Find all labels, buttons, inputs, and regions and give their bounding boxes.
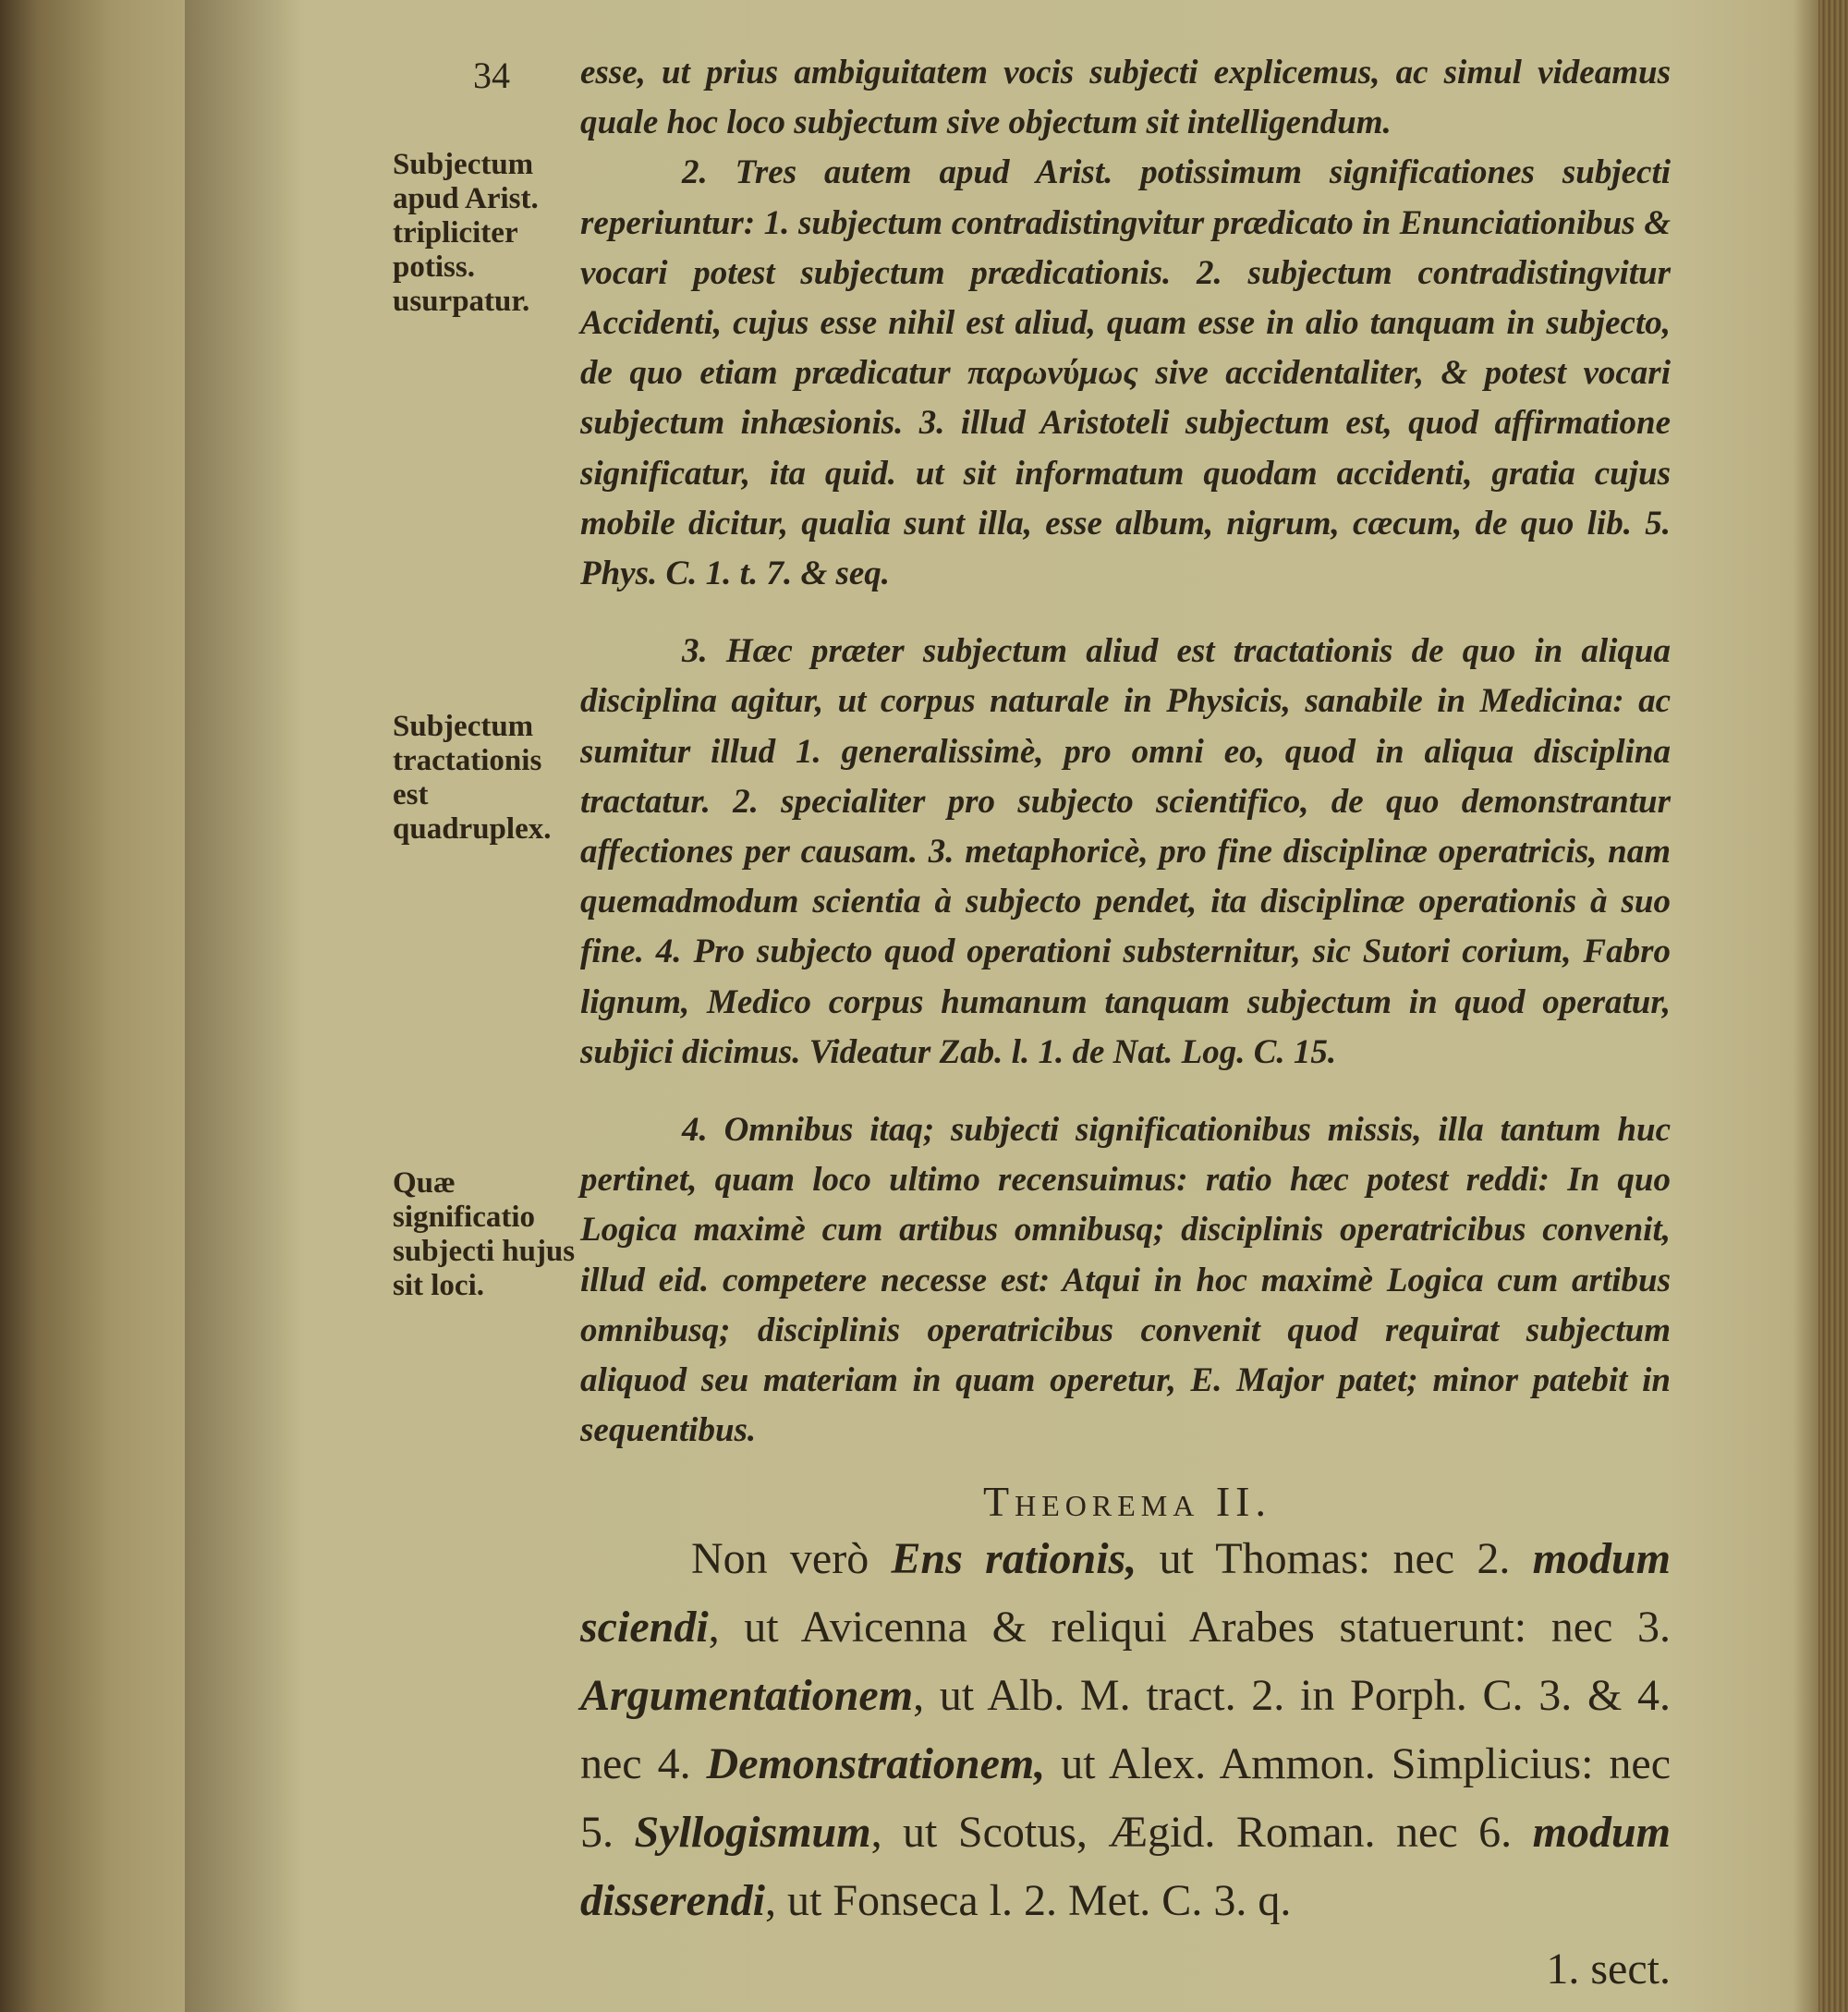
margin-note: Subjectum tractationis est quadruplex. xyxy=(393,710,552,846)
theorem-italic: modum sciendi xyxy=(580,1534,1672,1652)
paragraph: 3. Hæc præter subjectum aliud est tractationis de quo in aliqua disciplina agitur, ut corpus naturale in Physicis, sanabile in Medicina: ac sumitur illud 1. generalissimè, pro omni eo, quod in aliqua disciplina tractatur. 2. specialiter pro subjecto scientifico, de quo demonstrantur affectiones per causam. 3. metaphoricè, pro fine disciplinæ operatricis, nam quemadmodum scientia à subjecto pendet, ita disciplinæ operationis à suo fine. 4. Pro subjecto quod operationi substernitur, sic Sutori corium, Fabro lignum, Medico corpus humanum tanquam subjectum in quod operatur, subjici dicimus. Videatur Zab. l. 1. de Nat. Log. C. 15. xyxy=(580,632,1671,1071)
theorem-heading: Theorema II. xyxy=(983,1478,1271,1525)
paragraph: esse, ut prius ambiguitatem vocis subjecti explicemus, ac simul videamus quale hoc loco subjectum sive objectum sit intelligendum. xyxy=(580,54,1671,142)
margin-note: Quæ significatio subjecti hujus sit loci. xyxy=(393,1166,576,1302)
theorem-italic: Argumentationem xyxy=(580,1671,914,1720)
theorem-text-part: , ut Avicenna & reliqui Arabes statuerunt: nec 3. xyxy=(708,1603,1671,1652)
theorem-italic: Syllogismum xyxy=(634,1808,871,1857)
theorem-text-part: , ut Fonseca l. 2. Met. C. 3. q. xyxy=(765,1876,1292,1925)
theorem-end: 1. sect. xyxy=(1546,1945,1671,1994)
gutter-shadow xyxy=(185,0,305,2012)
margin-note: Subjectum apud Arist. tripliciter potiss. usurpatur. xyxy=(393,148,539,318)
paragraph: 2. Tres autem apud Arist. potissimum significationes subjecti reperiuntur: 1. subjectum contradistingvitur prædicato in Enunciationibus & vocari potest subjectum prædicationis. 2. subjectum contradistingvitur Accidenti, cujus esse nihil est aliud, quam esse in alio tanquam in subjecto, de quo etiam prædicatur παρωνύμως sive accidentaliter, & potest vocari subjectum inhæsionis. 3. illud Aristoteli subjectum est, quod affirmatione significatur, ita quid. ut sit informatum quodam accidenti, gratia cujus mobile dicitur, qualia sunt illa, esse album, nigrum, cæcum, de quo lib. 5. Phys. C. 1. t. 7. & seq. xyxy=(580,153,1671,593)
theorem-italic: modum disserendi xyxy=(580,1808,1672,1925)
page-edges xyxy=(1818,0,1848,2012)
main-text xyxy=(580,48,1671,1456)
theorem-text-part: ut Thomas: nec 2. xyxy=(1137,1534,1533,1583)
theorem-text-part: , ut Scotus, Ægid. Roman. nec 6. xyxy=(870,1808,1533,1857)
theorem-text-part: Non verò xyxy=(691,1534,892,1583)
theorem-italic: Demonstrationem, xyxy=(706,1739,1046,1788)
page-number: 34 xyxy=(473,55,510,96)
theorem-italic: Ens rationis, xyxy=(891,1534,1137,1583)
theorem-text-part: , ut Alb. M. tract. 2. in Porph. C. 3. & 4. nec 4. xyxy=(580,1671,1671,1788)
theorem-text-part: ut Alex. Ammon. Simplicius: nec 5. xyxy=(580,1739,1672,1857)
theorem-text xyxy=(580,1525,1671,2004)
paragraph: 4. Omnibus itaq; subjecti significationibus missis, illa tantum huc pertinet, quam loco ultimo recensuimus: ratio hæc potest reddi: In quo Logica maximè cum artibus omnibusq; disciplinis operatricibus convenit, illud eid. competere necesse est: Atqui in hoc maximè Logica cum artibus omnibusq; disciplinis operatricibus convenit quod requirat subjectum aliquod seu materiam in quam operetur, E. Major patet; minor patebit in sequentibus. xyxy=(580,1111,1671,1450)
